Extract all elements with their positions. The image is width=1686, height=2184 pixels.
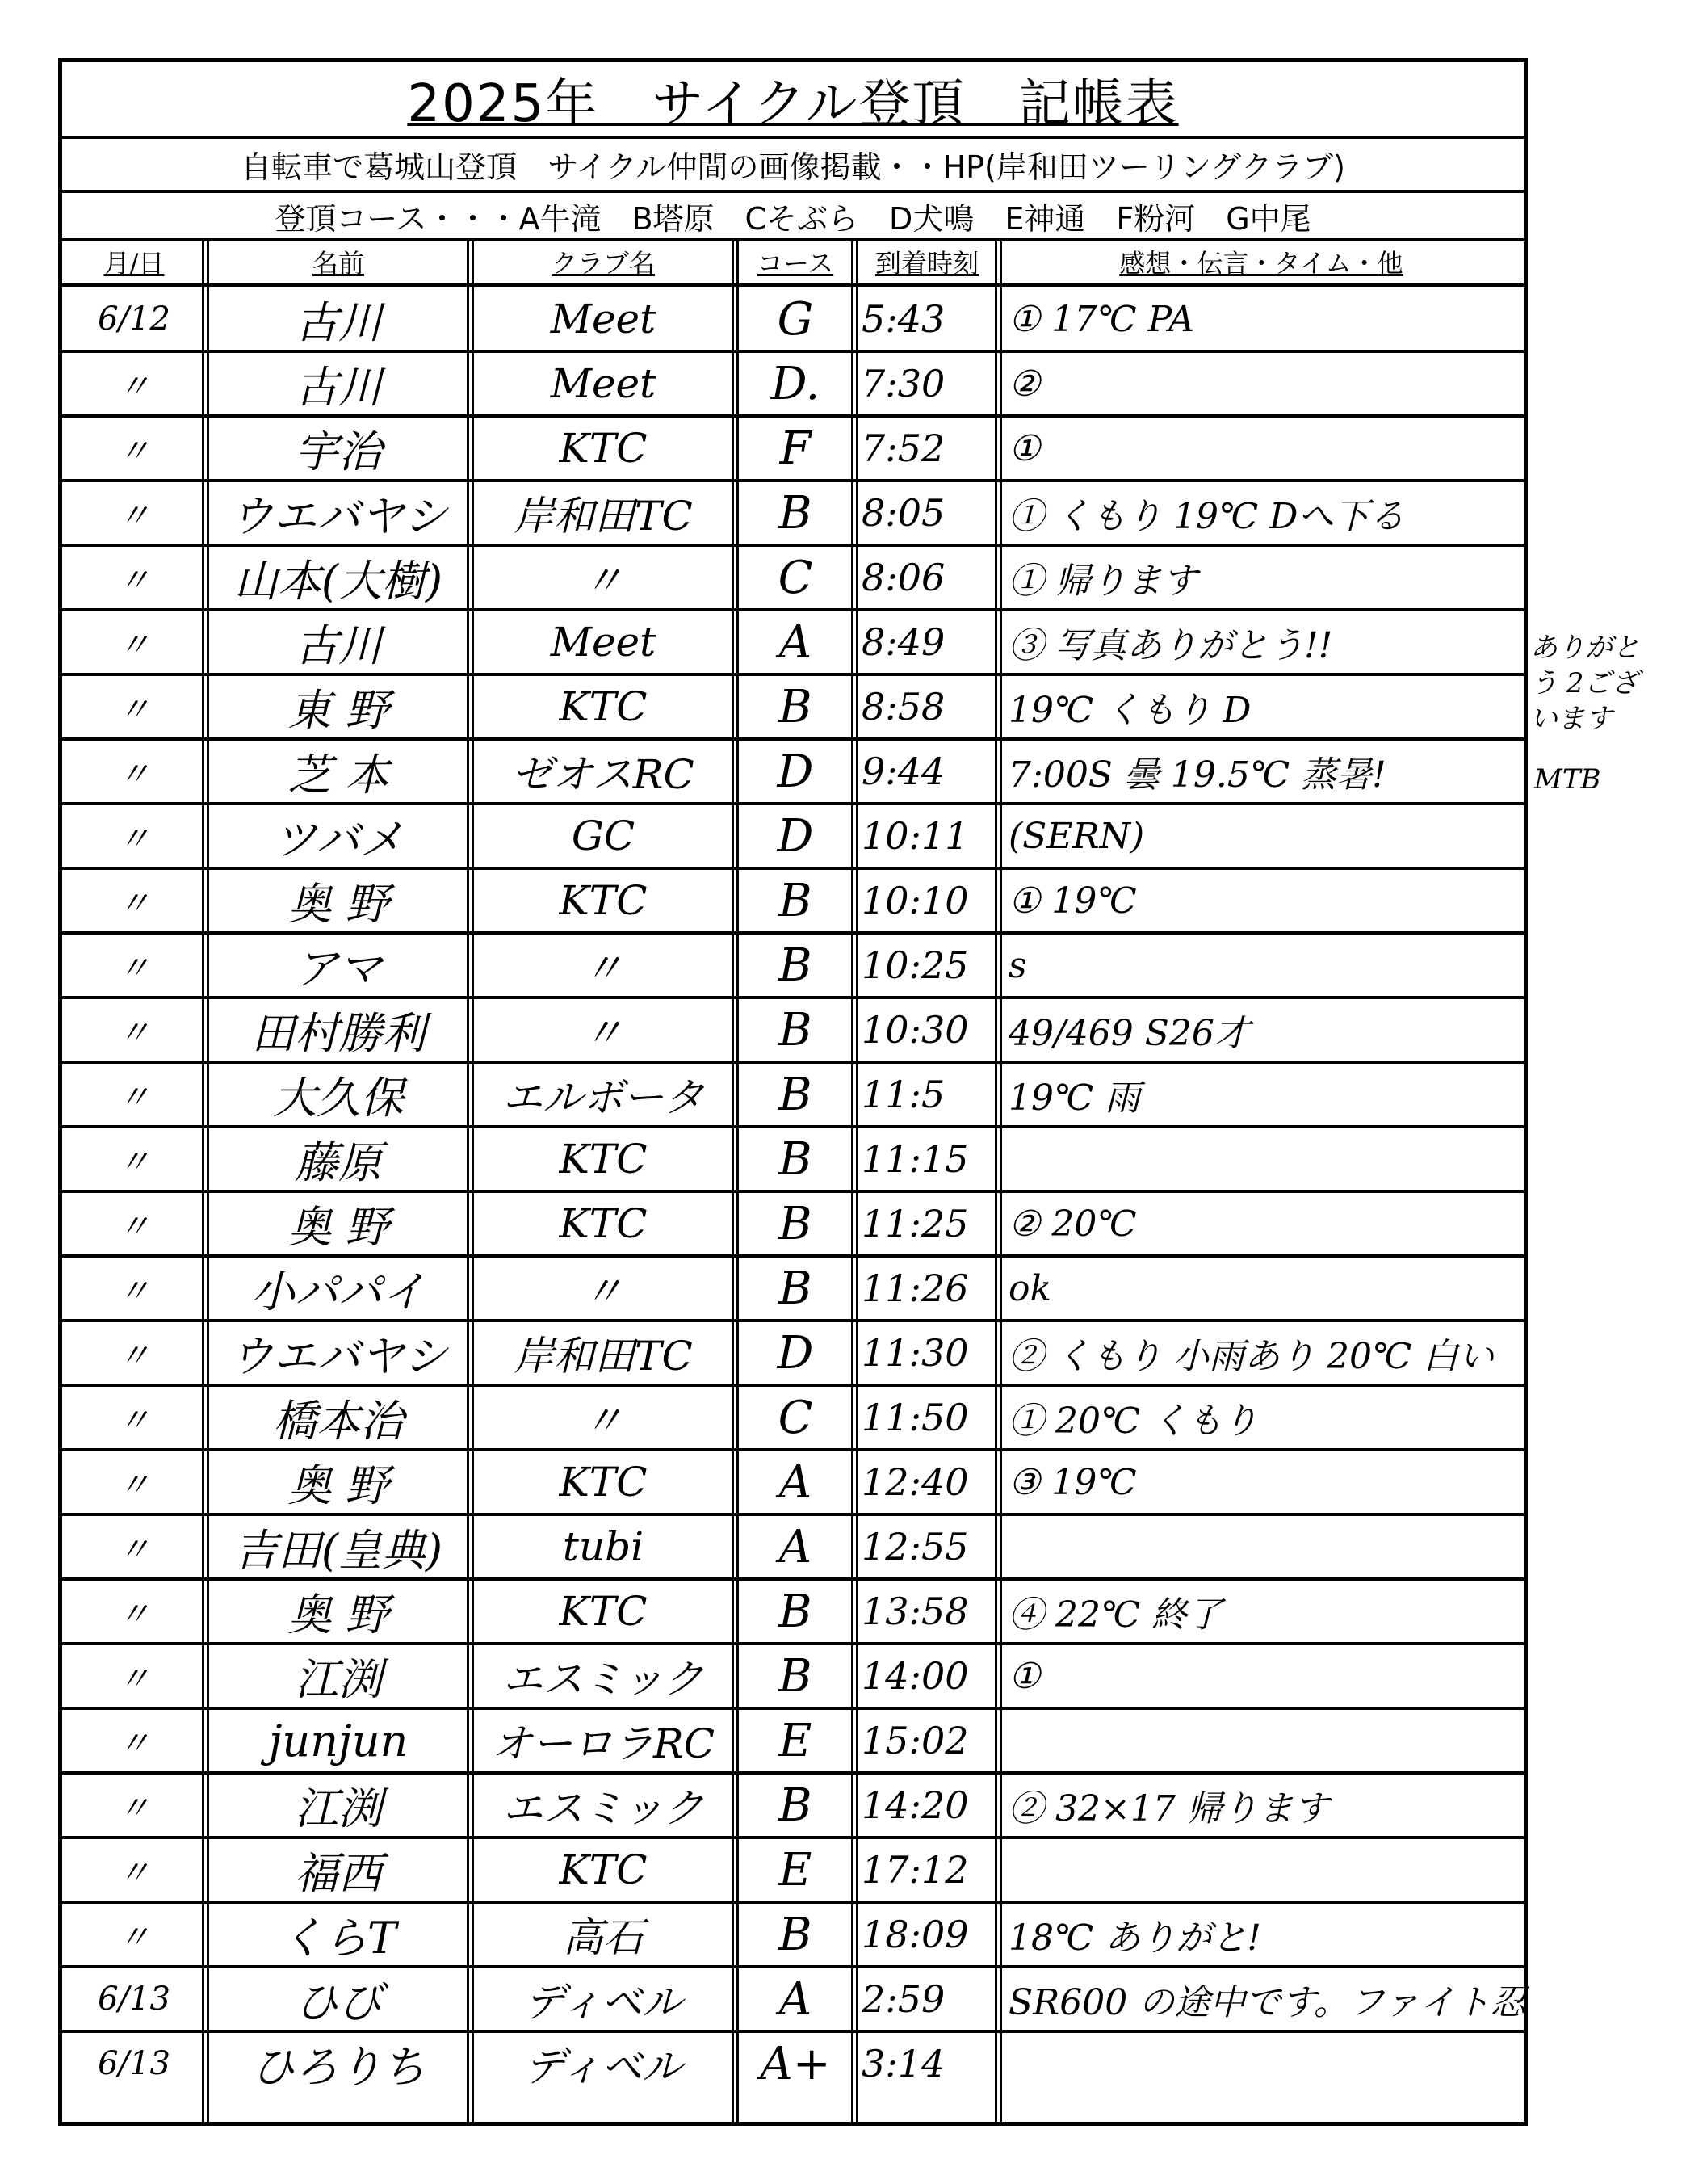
table-row	[62, 1838, 1524, 1902]
cell-club: ゼオスRC	[512, 751, 694, 798]
cell-memo: s	[1009, 944, 1027, 986]
table-row	[62, 416, 1524, 481]
cell-date: 〃	[118, 561, 150, 599]
cell-date: 〃	[118, 1401, 150, 1439]
cell-course: A+	[760, 2037, 831, 2090]
cell-club: Meet	[550, 296, 656, 342]
cell-memo	[999, 1514, 1524, 1579]
column-header-memo	[999, 242, 1524, 284]
cell-time: 14:20	[862, 1783, 969, 1827]
cell-course: D	[777, 745, 814, 798]
cell-name: 古川	[295, 361, 382, 413]
cell-date: 〃	[118, 368, 150, 405]
cell-time: 13:58	[862, 1590, 969, 1633]
cell-club: GC	[571, 813, 635, 859]
cell-date: 〃	[118, 432, 150, 470]
cell-memo: ① 20℃ くもり	[1009, 1401, 1259, 1442]
course-legend: 登頂コース・・・A牛滝 B塔原 Cそぶら D犬鳴 E神通 F粉河 G中尾	[275, 200, 1311, 237]
table-row	[62, 1902, 1524, 1967]
cell-memo: SR600 の途中です。ファイト忍	[1009, 1982, 1526, 2023]
cell-name: 橋本治	[273, 1395, 404, 1447]
cell-name: 宇治	[295, 426, 382, 477]
cell-date: 〃	[118, 626, 150, 664]
table-row	[62, 1450, 1524, 1514]
page-title: 2025年 サイクル登頂 記帳表	[407, 74, 1179, 134]
cell-memo	[999, 2031, 1524, 2096]
cell-name: 山本(大樹)	[233, 555, 443, 607]
cell-memo	[999, 1127, 1524, 1191]
cell-name: 東 野	[287, 684, 389, 736]
cell-club: ディベル	[524, 2043, 682, 2090]
log-table	[62, 242, 1524, 2122]
cell-name: アマ	[295, 943, 382, 994]
cell-name: 古川	[295, 620, 382, 671]
margin-note-thanks: ありがとう 2ございます	[1530, 632, 1640, 735]
cell-date: 6/13	[98, 2045, 170, 2082]
cell-name: 古川	[295, 296, 382, 348]
cell-time: 5:43	[862, 297, 946, 341]
cell-time: 7:52	[862, 426, 946, 470]
cell-club: 岸和田TC	[514, 493, 693, 540]
cell-time: 17:12	[862, 1848, 969, 1892]
cell-name: 江渕	[295, 1653, 382, 1705]
subtitle: 自転車で葛城山登頂 サイクル仲間の画像掲載・・HP(岸和田ツーリングクラブ)	[241, 149, 1345, 185]
cell-date: 6/13	[98, 1980, 170, 2018]
cell-memo: ① 19℃	[1009, 880, 1137, 922]
cell-course: B	[778, 1585, 812, 1638]
table-row	[62, 1967, 1524, 2031]
cell-memo: ok	[1009, 1267, 1052, 1309]
cell-name: ひび	[295, 1976, 382, 2028]
table-row	[62, 1062, 1524, 1127]
table-row	[62, 351, 1524, 416]
cell-club: KTC	[559, 1459, 648, 1506]
column-header-course	[736, 242, 855, 284]
cell-name: 江渕	[295, 1783, 382, 1834]
cell-club: KTC	[559, 1846, 648, 1893]
cell-name: ひろりち	[251, 2041, 426, 2093]
cell-time: 11:26	[862, 1266, 969, 1310]
cell-club: KTC	[559, 683, 648, 730]
table-row	[62, 674, 1524, 739]
cell-name: 大久保	[273, 1072, 404, 1124]
cell-memo: ② くもり 小雨あり 20℃ 白い	[1009, 1336, 1495, 1377]
table-row	[62, 1773, 1524, 1838]
table-row	[62, 998, 1524, 1062]
cell-memo: ② 20℃	[1009, 1203, 1137, 1245]
cell-time: 11:25	[862, 1202, 969, 1245]
cell-memo: 18℃ ありがと!	[1009, 1917, 1261, 1959]
cell-memo: ①	[1009, 427, 1041, 469]
cell-club: オーロラRC	[492, 1720, 715, 1767]
table-row	[62, 2031, 1524, 2096]
cell-time: 8:49	[862, 620, 946, 664]
cell-course: B	[778, 939, 812, 992]
cell-course: B	[778, 1779, 812, 1832]
table-row	[62, 1579, 1524, 1644]
table-row	[62, 1514, 1524, 1579]
cell-date: 〃	[118, 1078, 150, 1116]
column-header-label: コース	[757, 248, 834, 279]
table-row	[62, 1708, 1524, 1773]
column-header-label: クラブ名	[551, 248, 655, 279]
cell-date: 〃	[118, 1337, 150, 1375]
cell-date: 〃	[118, 1272, 150, 1310]
table-row	[62, 868, 1524, 933]
column-header-label: 到着時刻	[874, 248, 979, 279]
cell-name: ツバメ	[273, 813, 404, 865]
cell-course: B	[778, 874, 812, 927]
cell-name: 小パパイ	[251, 1266, 426, 1317]
cell-club: KTC	[559, 425, 648, 472]
cell-date: 〃	[118, 1531, 150, 1569]
cell-course: F	[779, 422, 812, 475]
cell-name: 田村勝利	[251, 1007, 426, 1059]
cell-memo: ①	[1009, 1655, 1041, 1697]
cell-memo: (SERN)	[1009, 815, 1145, 857]
cell-date: 〃	[118, 755, 150, 793]
cell-date: 〃	[118, 1466, 150, 1504]
log-sheet	[58, 58, 1528, 2126]
cell-time: 18:09	[862, 1913, 969, 1956]
cell-date: 〃	[118, 949, 150, 987]
cell-name: くらT	[279, 1912, 397, 1964]
cell-memo: 49/469 S26才	[1009, 1013, 1250, 1054]
cell-course: D	[777, 809, 814, 863]
cell-club: 〃	[583, 945, 623, 992]
cell-club: 〃	[583, 1268, 623, 1315]
cell-time: 7:30	[862, 362, 946, 405]
cell-time: 8:05	[862, 491, 946, 535]
cell-date: 〃	[118, 1789, 150, 1827]
column-header-label: 名前	[312, 248, 364, 279]
cell-time: 8:06	[862, 556, 946, 599]
cell-time: 8:58	[862, 685, 946, 729]
table-row	[62, 1644, 1524, 1708]
table-row	[62, 933, 1524, 998]
table-row	[62, 545, 1524, 610]
course-band	[62, 193, 1524, 242]
cell-memo: 7:00S 曇 19.5℃ 蒸暑!	[1009, 754, 1386, 796]
cell-date: 〃	[118, 1854, 150, 1892]
cell-club: KTC	[559, 1588, 648, 1635]
column-header-club	[471, 242, 736, 284]
cell-course: B	[778, 1132, 812, 1186]
table-row	[62, 804, 1524, 868]
column-header-label: 月/日	[103, 248, 165, 279]
cell-memo: ③ 写真ありがとう!!	[1009, 625, 1333, 666]
cell-name: 藤原	[295, 1136, 382, 1188]
cell-course: B	[778, 1197, 812, 1250]
cell-time: 11:15	[862, 1137, 969, 1181]
cell-time: 15:02	[862, 1719, 969, 1762]
cell-club: 岸和田TC	[514, 1333, 693, 1380]
cell-club: エスミック	[502, 1656, 704, 1703]
cell-club: 〃	[583, 1397, 623, 1444]
cell-course: G	[777, 292, 814, 346]
cell-course: B	[778, 1649, 812, 1703]
table-row	[62, 1321, 1524, 1385]
cell-date: 〃	[118, 497, 150, 535]
cell-course: C	[778, 551, 813, 604]
cell-time: 11:50	[862, 1396, 969, 1439]
cell-club: KTC	[559, 1136, 648, 1182]
cell-memo	[999, 1838, 1524, 1902]
cell-date: 〃	[118, 1208, 150, 1245]
cell-name: 吉田(皇典)	[233, 1524, 443, 1576]
table-row	[62, 610, 1524, 674]
cell-date: 〃	[118, 884, 150, 922]
cell-club: tubi	[562, 1523, 644, 1570]
margin-note-mtb: MTB	[1534, 763, 1601, 796]
cell-time: 3:14	[862, 2042, 946, 2085]
column-header-name	[206, 242, 471, 284]
cell-time: 11:30	[862, 1331, 969, 1375]
cell-time: 10:11	[862, 814, 969, 858]
cell-course: A	[778, 1972, 812, 2026]
column-header-date	[62, 242, 206, 284]
cell-date: 〃	[118, 691, 150, 729]
cell-course: B	[778, 1068, 812, 1121]
cell-time: 12:40	[862, 1460, 969, 1504]
cell-course: D.	[770, 357, 820, 410]
cell-memo	[999, 1708, 1524, 1773]
cell-course: B	[778, 1003, 812, 1056]
cell-time: 10:25	[862, 943, 969, 987]
table-row	[62, 739, 1524, 804]
cell-time: 9:44	[862, 750, 946, 793]
cell-club: エスミック	[502, 1785, 704, 1832]
cell-club: 〃	[583, 557, 623, 604]
cell-time: 14:00	[862, 1654, 969, 1698]
table-row	[62, 1256, 1524, 1321]
column-header-label: 感想・伝言・タイム・他	[1119, 248, 1403, 279]
cell-club: ディベル	[524, 1979, 682, 2026]
cell-memo: ① 帰ります	[1009, 561, 1197, 602]
cell-course: E	[778, 1714, 812, 1767]
cell-club: Meet	[550, 619, 656, 666]
cell-name: 福西	[295, 1847, 382, 1899]
cell-memo: ② 32×17 帰ります	[1009, 1788, 1329, 1829]
table-row	[62, 1191, 1524, 1256]
title-band	[62, 62, 1524, 139]
cell-course: B	[778, 1262, 812, 1315]
cell-name: 奥 野	[287, 1201, 389, 1253]
cell-time: 10:10	[862, 879, 969, 922]
subtitle-band	[62, 139, 1524, 193]
cell-time: 10:30	[862, 1008, 969, 1052]
cell-time: 2:59	[862, 1977, 946, 2021]
cell-name: ウエバヤシ	[229, 490, 447, 542]
cell-club: エルボータ	[502, 1074, 704, 1121]
table-row	[62, 1127, 1524, 1191]
cell-name: 奥 野	[287, 1460, 389, 1511]
cell-name: ウエバヤシ	[229, 1330, 447, 1382]
cell-name: 芝 本	[287, 749, 389, 800]
cell-date: 〃	[118, 1143, 150, 1181]
cell-name: junjun	[268, 1715, 409, 1766]
cell-date: 〃	[118, 1724, 150, 1762]
cell-course: B	[778, 486, 812, 540]
cell-course: E	[778, 1843, 812, 1896]
cell-course: D	[777, 1326, 814, 1380]
cell-memo: 19℃ 雨	[1009, 1077, 1141, 1119]
cell-memo: 19℃ くもり D	[1009, 690, 1252, 731]
cell-club: 〃	[583, 1010, 623, 1056]
cell-name: 奥 野	[287, 1589, 389, 1640]
cell-memo: ③ 19℃	[1009, 1461, 1137, 1503]
cell-date: 〃	[118, 1918, 150, 1956]
cell-memo: ④ 22℃ 終了	[1009, 1594, 1223, 1636]
cell-memo: ① 17℃ PA	[1009, 298, 1194, 340]
cell-club: Meet	[550, 360, 656, 407]
table-row	[62, 1385, 1524, 1450]
cell-time: 11:5	[862, 1073, 946, 1116]
cell-date: 〃	[118, 1660, 150, 1698]
cell-course: B	[778, 680, 812, 733]
cell-date: 6/12	[98, 300, 170, 338]
cell-memo: ②	[1009, 363, 1041, 405]
cell-date: 〃	[118, 1595, 150, 1633]
table-row	[62, 287, 1524, 351]
cell-club: KTC	[559, 877, 648, 924]
cell-club: KTC	[559, 1200, 648, 1247]
cell-course: A	[778, 1455, 812, 1509]
cell-memo: ① くもり 19℃ Dへ下る	[1009, 496, 1405, 537]
column-header-time	[855, 242, 999, 284]
cell-date: 〃	[118, 820, 150, 858]
cell-name: 奥 野	[287, 878, 389, 930]
table-row	[62, 481, 1524, 545]
cell-course: A	[778, 1520, 812, 1573]
cell-date: 〃	[118, 1014, 150, 1052]
cell-course: A	[778, 615, 812, 669]
cell-club: 高石	[563, 1914, 644, 1961]
cell-course: B	[778, 1908, 812, 1961]
cell-course: C	[778, 1391, 813, 1444]
cell-time: 12:55	[862, 1525, 969, 1569]
